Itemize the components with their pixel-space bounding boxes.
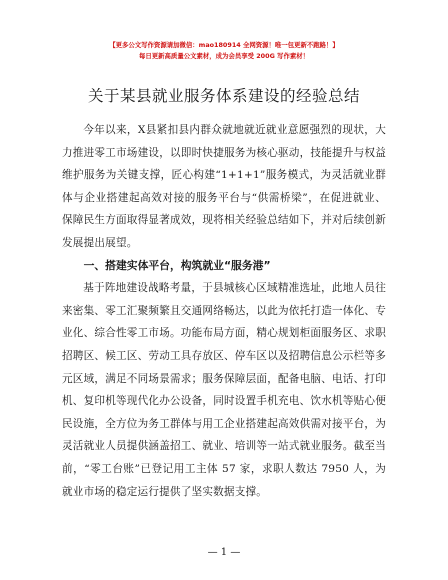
promo-banner-line-1: 【更多公文写作资源请加微信：mao180914 全网资源！唯一包更新不跑路！】	[109, 41, 339, 49]
promo-banner-line-2: 每日更新高质量公文素材，成为会员享受 200G 写作素材！	[138, 52, 310, 60]
section-heading-1: 一、搭建实体平台，构筑就业“服务港”	[83, 258, 271, 272]
page-number: — 1 —	[207, 547, 241, 558]
document-title: 关于某县就业服务体系建设的经验总结	[87, 87, 360, 105]
intro-paragraph: 今年以来，X县紧扣县内群众就地就近就业意愿强烈的现状，大力推进零工市场建设，以即时快捷服务为核心驱动，技能提升与权益维护服务为关键支撑，匠心构建“1+1+1”服务模式，为灵活就业群体与企业搭建起高效对接的服务平台与“供需桥梁”，在促进就业、保障民生方面取得显著成效，现将相关经验总结如下，并对后续创新发展提出展望。	[62, 124, 386, 249]
section-1-paragraph: 基于阵地建设战略考量，于县城核心区域精准选址，此地人员往来密集、零工汇聚频繁且交通网络畅达，以此为依托打造一体化、专业化、综合性零工市场。功能布局方面，精心规划柜面服务区、求职招聘区、候工区、劳动工具存放区、停车区以及招聘信息公示栏等多元区域，满足不同场景需求；服务保障层面，配备电脑、电话、打印机、复印机等现代化办公设备，同时设置手机充电、饮水机等贴心便民设施，全方位为务工群体与用工企业搭建起高效供需对接平台，为灵活就业人员提供涵盖招工、就业、培训等一站式就业服务。截至当前，“零工台账”已登记用工主体 57 家，求职人数达 7950 人，为就业市场的稳定运行提供了坚实数据支撑。	[62, 282, 386, 498]
promo-banner	[62, 40, 386, 62]
